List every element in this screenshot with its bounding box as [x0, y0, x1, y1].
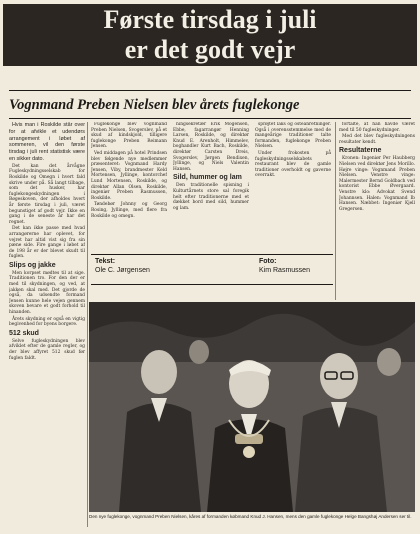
- photo-credit-name: Kim Rasmussen: [259, 267, 310, 274]
- body-paragraph: Med det blev fugleskydningens resultater kendt.: [339, 134, 415, 145]
- column-divider: [87, 122, 88, 527]
- article-column-1: [9, 122, 85, 532]
- column-divider: [335, 122, 336, 300]
- section-heading: 512 skud: [9, 329, 39, 337]
- body-paragraph: Ved middagen på hotel Prindsen blev følgende nye medlemmer præsenteret: Vognmand Hardy Jensen, Viby, brandmester Keld Mortensen, Jyllinge, kontorchef Lund Mortensen, Roskilde, og direktør Allan Olsen, Roskilde, ingeniør Preben Rasmussen, Roskilde.: [91, 150, 167, 201]
- top-rule: [9, 90, 411, 91]
- section-heading: Slips og jakke: [9, 261, 56, 269]
- newspaper-clipping: [3, 2, 417, 532]
- photo-credit: [259, 258, 310, 274]
- body-paragraph: Men korpset mødtes til at sige. Traditionen tro. For den der er med til skydningen, og ved, at jakken skal med. Det gjorde de også, da udsendte formand Jensen kunne hele vejen gennem skoven bevare et godt forhold til hinanden.: [9, 270, 85, 316]
- credits-rule-bottom: [91, 284, 333, 285]
- news-photo: [89, 302, 415, 512]
- body-paragraph: Under frokosten på fugleskydningsselskabets restaurant blev de gamle traditioner overholdt og gaverne overrakt.: [255, 150, 331, 179]
- headline-banner: [3, 4, 417, 66]
- section-heading: Resultaterne: [339, 147, 382, 155]
- article-column-5: [339, 122, 415, 300]
- article-column-3: [173, 122, 249, 250]
- body-paragraph: Fuglekonge blev vognmand Preben Nielsen, Svogerslev, på et skud af kindskjold, tilligere fuglekonge Preben Reimann Jensen.: [91, 122, 167, 150]
- body-paragraph: Tøndebør Johnny og Georg Rosing, Jyllinge, med flere fra Roskilde og omegn.: [91, 202, 167, 219]
- article-column-4: [255, 122, 331, 250]
- article-column-2: [91, 122, 167, 250]
- body-paragraph: Det kan ikke passe med hvad arrangørerne har oplevet, for vejret har altid vist sig fra sin pæne side. Fire gange i løbet af de 198 år er der blevet skudt til fuglen.: [9, 226, 85, 260]
- photo-credit-label: Foto:: [259, 258, 277, 265]
- body-paragraph: fortalte, at han havde været med til 50 fugleskydninger.: [339, 122, 415, 133]
- text-credit-label: Tekst:: [95, 258, 116, 265]
- lead-paragraph: Hvis man i Roskilde står over for at afvikle et udendørs arrangement i løbet af sommeren, vil den første tirsdag i juli rent statistisk være en sikker dato.: [9, 122, 85, 162]
- subheadline: Vognmand Preben Nielsen blev årets fuglekonge: [9, 97, 300, 113]
- body-paragraph: Den traditionelle spisning i Kulturtårnets store sal foregik helt efter traditionerne med et dækket bord med sild, hummer og lam.: [173, 183, 249, 211]
- photo-scene-illustration: [89, 302, 415, 512]
- text-credit-name: Ole C. Jørgensen: [95, 267, 150, 274]
- body-paragraph: Kronen: Ingeniør Per Haubberg Nielsen ved direktør Jens Morillo. Højre vinge: Vognmand Preben Nielsen. Venstre vinge: Malermester Bernd Goldbach ved kontorist Ebbe Øvergaard. Venstre klo: Advokat Svend Johannsen. Halen: Vognmand Ib Hansen. Næbbet: Ingeniør Kjell Gregersen.: [339, 156, 415, 212]
- subhead-rule: [9, 118, 411, 119]
- text-credit: [95, 258, 150, 274]
- body-paragraph: ningsekretær Erik Mogensen, Ebbe, fagarrangør Henning Larsen, Roskilde, og direktør Knud E. Arenholt, Himmelev, boghandler Kurt Bach, Roskilde, direktør Carsten Dreis, Svogerslev, Jørgen Bendixen, Jyllinge, og Niels Valentin Hansen.: [173, 122, 249, 172]
- body-paragraph: Selve fugleskydningen blev afviklet efter de gamle regler, og der blev affyret 512 skud før fuglen faldt.: [9, 338, 85, 361]
- credits-rule-top: [91, 254, 333, 255]
- headline-line-2: er det godt vejr: [124, 35, 296, 64]
- photo-caption: Den nye fuglekonge, vognmand Preben Nielsen, kåres af formanden købmand Knud J. Hansen, mens den gamle fuglekonge Helge Bangshøj Andersen ser til.: [89, 514, 412, 519]
- section-heading: Sild, hummer og lam: [173, 174, 242, 182]
- body-paragraph: Årets skydning er også en vigtig begivenhed for byens borgere.: [9, 316, 85, 328]
- headline-line-1: Første tirsdag i juli: [103, 5, 317, 34]
- body-paragraph: Det kan det årvågne Fugleskydningsselskab for Roskilde og Omegn i hvert fald skrive under på. Så langt tilbage, som det husker, har fuglekongeskydningen i Bøgeskoven, der afholdes hvert år første tirsdag i juli, været begunstiget af godt vejr. Ikke en gang i de seneste år har det regnet.: [9, 163, 85, 225]
- body-paragraph: sprøjtet laks og osteanretninger. Også i overensstemmelse med de mangeårige traditioner talte formanden, fuglekonge Preben Nielsen.: [255, 122, 331, 150]
